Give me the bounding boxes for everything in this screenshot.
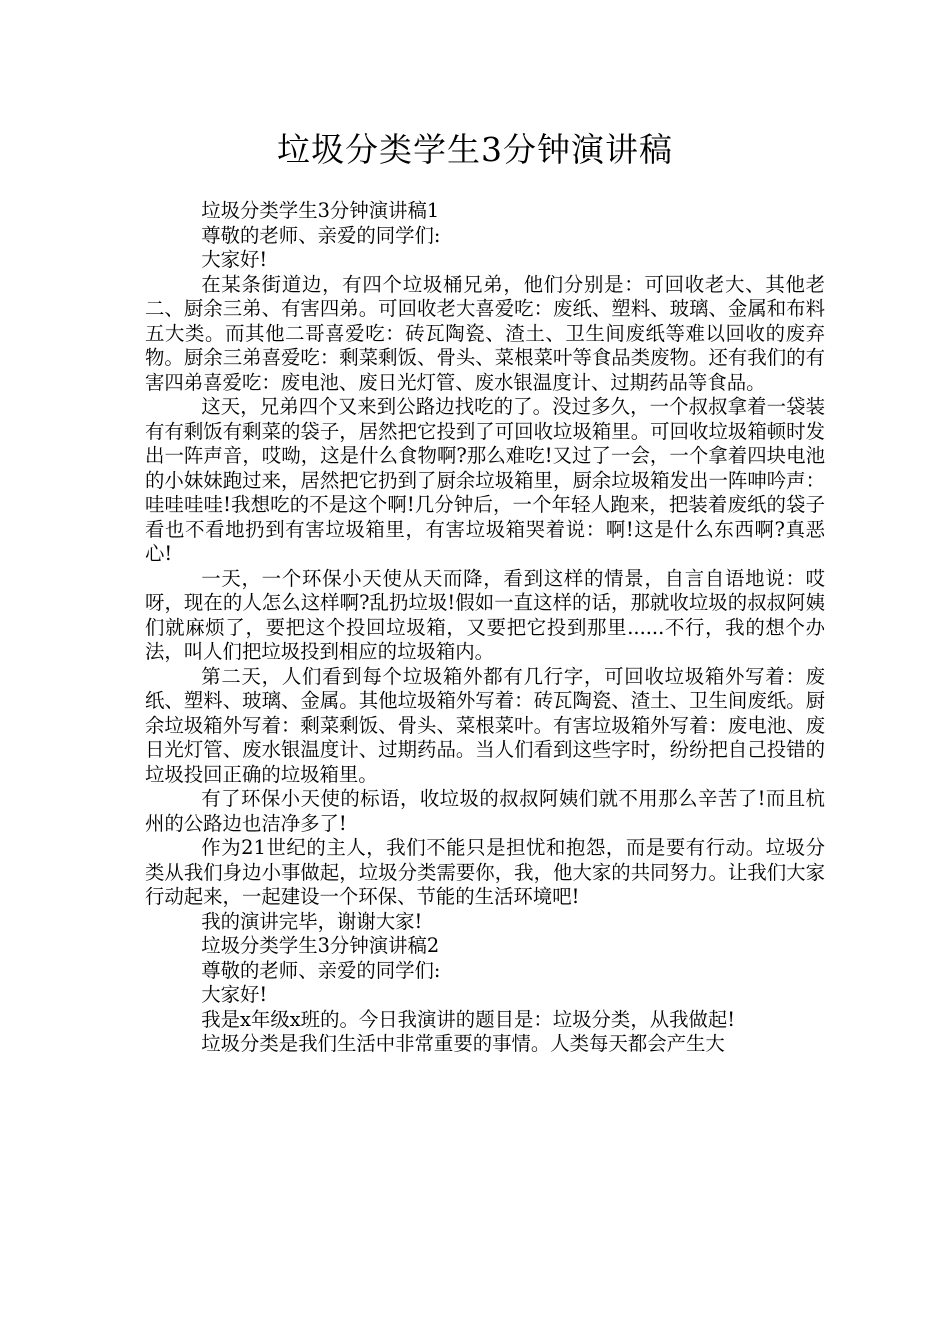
greeting: 大家好! bbox=[201, 983, 268, 1006]
document-title: 垃圾分类学生3分钟演讲稿 bbox=[277, 130, 673, 169]
body-paragraph: 我是x年级x班的。今日我演讲的题目是：垃圾分类，从我做起! bbox=[201, 1007, 736, 1031]
body-paragraph: 第二天，人们看到每个垃圾箱外都有几行字，可回收垃圾箱外写着：废纸、塑料、玻璃、金属。其他垃圾箱外写着：砖瓦陶瓷、渣土、卫生间废纸。厨余垃圾箱外写着：剩菜剩饭、骨头、菜根菜叶。有害垃圾箱外写着：废电池、废日光灯管、废水银温度计、过期药品。当人们看到这些字时，纷纷把自己投错的垃圾投回正确的垃圾箱里。 bbox=[145, 664, 825, 786]
greeting: 大家好! bbox=[201, 248, 268, 271]
document-body bbox=[145, 199, 825, 1057]
body-paragraph: 这天，兄弟四个又来到公路边找吃的了。没过多久，一个叔叔拿着一袋装有有剩饭有剩菜的袋子，居然把它投到了可回收垃圾箱里。可回收垃圾箱顿时发出一阵声音，哎呦，这是什么食物啊?那么难吃!又过了一会，一个拿着四块电池的小妹妹跑过来，居然把它扔到了厨余垃圾箱里，厨余垃圾箱发出一阵呻吟声：哇哇哇哇!我想吃的不是这个啊!几分钟后，一个年轻人跑来，把装着废纸的袋子看也不看地扔到有害垃圾箱里，有害垃圾箱哭着说：啊!这是什么东西啊?真恶心! bbox=[145, 395, 825, 565]
speech-1-heading: 垃圾分类学生3分钟演讲稿1 bbox=[201, 199, 440, 222]
speech-2-heading: 垃圾分类学生3分钟演讲稿2 bbox=[201, 934, 440, 957]
closing-line: 我的演讲完毕，谢谢大家! bbox=[201, 909, 423, 933]
salutation: 尊敬的老师、亲爱的同学们: bbox=[201, 223, 441, 247]
salutation: 尊敬的老师、亲爱的同学们: bbox=[201, 958, 441, 982]
body-paragraph: 一天，一个环保小天使从天而降，看到这样的情景，自言自语地说：哎呀，现在的人怎么这样啊?乱扔垃圾!假如一直这样的话，那就收垃圾的叔叔阿姨们就麻烦了，要把这个投回垃圾箱，又要把它投到那里......不行，我的想个办法，叫人们把垃圾投到相应的垃圾箱内。 bbox=[145, 566, 825, 663]
body-paragraph: 垃圾分类是我们生活中非常重要的事情。人类每天都会产生大 bbox=[201, 1032, 725, 1055]
body-paragraph: 有了环保小天使的标语，收垃圾的叔叔阿姨们就不用那么辛苦了!而且杭州的公路边也洁净多了! bbox=[145, 787, 825, 835]
body-paragraph: 在某条街道边，有四个垃圾桶兄弟，他们分别是：可回收老大、其他老二、厨余三弟、有害四弟。可回收老大喜爱吃：废纸、塑料、玻璃、金属和布料五大类。而其他二哥喜爱吃：砖瓦陶瓷、渣土、卫生间废纸等难以回收的废弃物。厨余三弟喜爱吃：剩菜剩饭、骨头、菜根菜叶等食品类废物。还有我们的有害四弟喜爱吃：废电池、废日光灯管、废水银温度计、过期药品等食品。 bbox=[145, 272, 825, 394]
body-paragraph: 作为21世纪的主人，我们不能只是担忧和抱怨，而是要有行动。垃圾分类从我们身边小事做起，垃圾分类需要你，我，他大家的共同努力。让我们大家行动起来，一起建设一个环保、节能的生活环境吧! bbox=[145, 836, 825, 908]
